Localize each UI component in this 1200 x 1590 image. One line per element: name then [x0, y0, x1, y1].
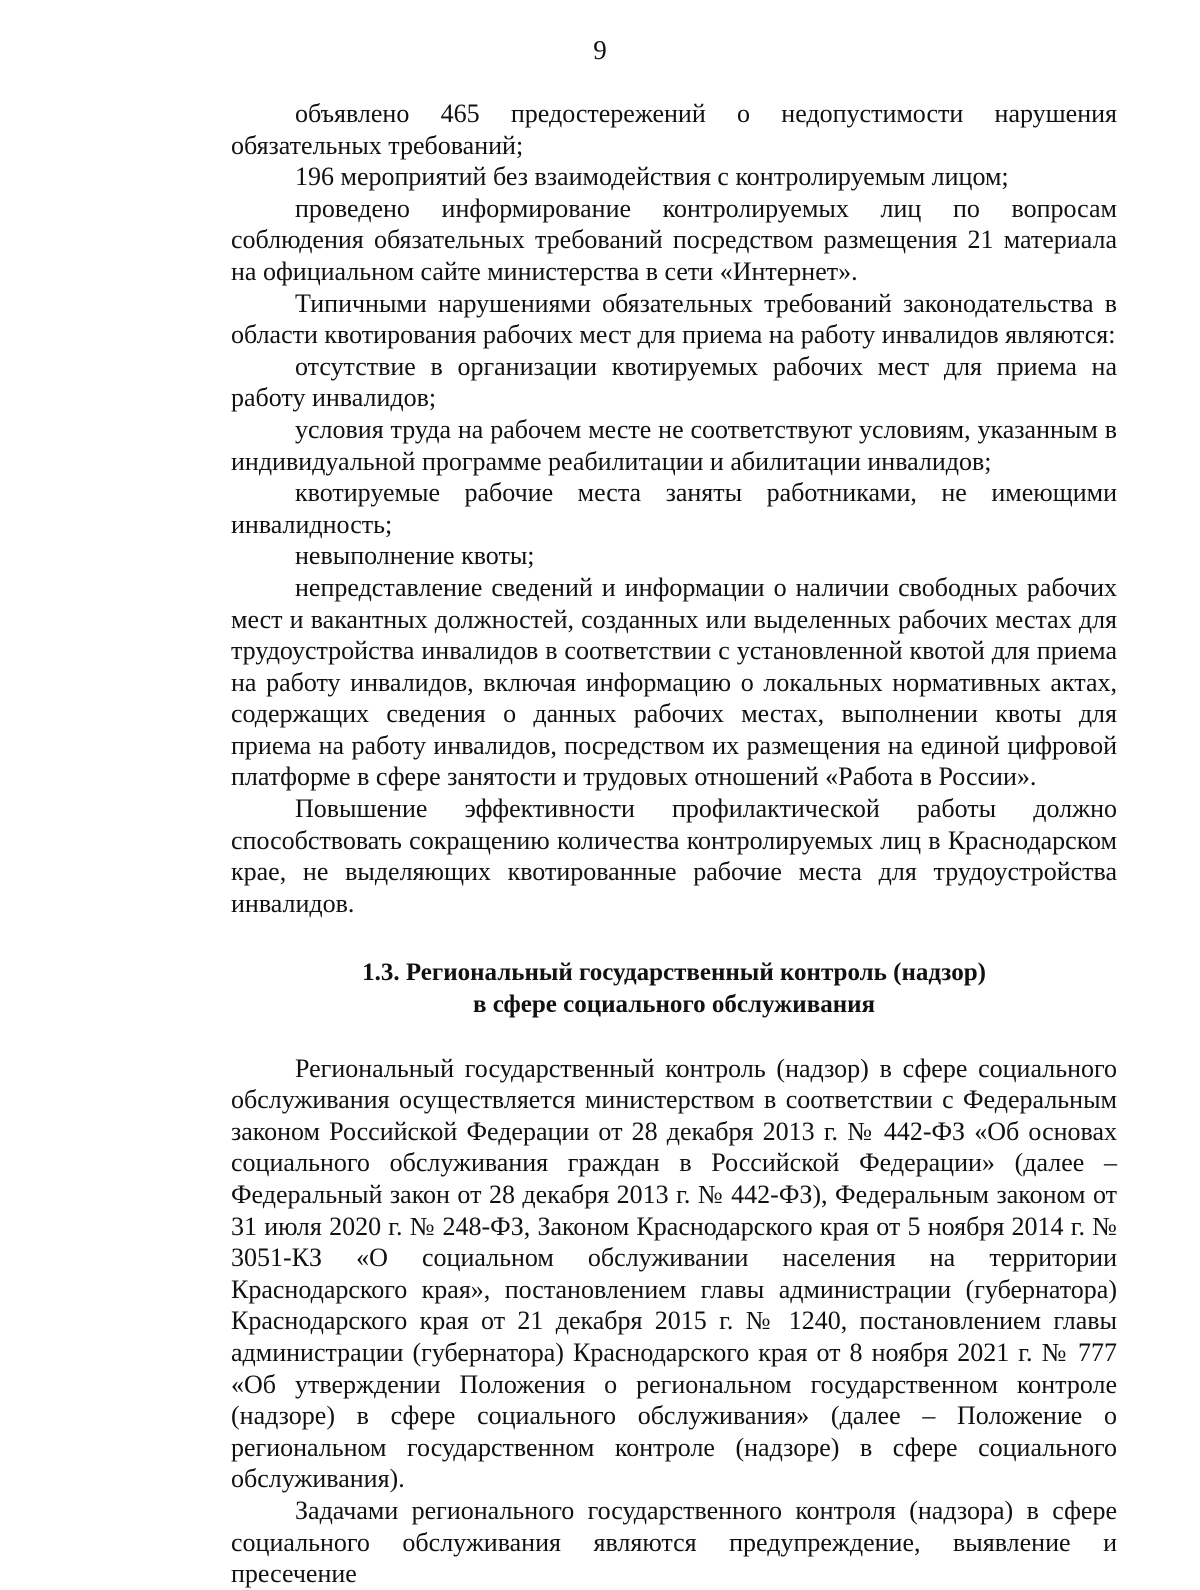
- paragraph-events-count: 196 мероприятий без взаимодействия с контролируемым лицом;: [295, 162, 1009, 192]
- paragraph-violation-working-conditions: условия труда на рабочем месте не соответствуют условиям, указанным в индивидуальной программе реабилитации и абилитации инвалидов;: [231, 414, 1117, 476]
- section-heading-line-2: в сфере социального обслуживания: [472, 991, 876, 1019]
- paragraph-violation-occupied-places: квотируемые рабочие места заняты работниками, не имеющими инвалидность;: [231, 478, 1117, 539]
- paragraph-violation-quota-not-met: невыполнение квоты;: [295, 541, 535, 571]
- paragraph-control-tasks: Задачами регионального государственного контроля (надзора) в сфере социального обслуживания являются предупреждение, выявление и пресечение: [231, 1495, 1117, 1589]
- paragraph-prevention-effectiveness: Повышение эффективности профилактической работы должно способствовать сокращению количества контролируемых лиц в Краснодарском крае, не выделяющих квотированные рабочие места для трудоустройства инвалидов.: [231, 794, 1117, 918]
- paragraph-warnings-count: объявлено 465 предостережений о недопустимости нарушения обязательных требований;: [231, 99, 1117, 160]
- page-number: 9: [593, 35, 607, 65]
- paragraph-control-legal-basis: Региональный государственный контроль (надзор) в сфере социального обслуживания осуществляется министерством в соответствии с Федеральным законом Российской Федерации от 28 декабря 2013 г. № 442-ФЗ «Об основах социального обслуживания граждан в Российской Федерации» (далее – Федеральный закон от 28 декабря 2013 г. № 442-ФЗ), Федеральным законом от 31 июля 2020 г. № 248-ФЗ, Законом Краснодарского края от 5 ноября 2014 г. № 3051-КЗ «О социальном обслуживании населения на территории Краснодарского края», постановлением главы администрации (губернатора) Краснодарского края от 21 декабря 2015 г. № 1240, постановлением главы администрации (губернатора) Краснодарского края от 8 ноября 2021 г. № 777 «Об утверждении Положения о региональном государственном контроле (надзоре) в сфере социального обслуживания» (далее – Положение о региональном государственном контроле (надзоре) в сфере социального обслуживания).: [231, 1053, 1117, 1494]
- paragraph-violation-no-quota-places: отсутствие в организации квотируемых рабочих мест для приема на работу инвалидов;: [231, 351, 1117, 413]
- paragraph-informing: проведено информирование контролируемых лиц по вопросам соблюдения обязательных требований посредством размещения 21 материала на официальном сайте министерства в сети «Интернет».: [231, 193, 1117, 286]
- section-heading-line-1: 1.3. Региональный государственный контроль (надзор): [362, 959, 986, 987]
- section-heading: [231, 957, 1117, 1020]
- document-body: [231, 98, 1117, 1590]
- paragraph-typical-violations-intro: Типичными нарушениями обязательных требований законодательства в области квотирования рабочих мест для приема на работу инвалидов являются:: [231, 288, 1117, 350]
- paragraph-violation-no-information: непредставление сведений и информации о наличии свободных рабочих мест и вакантных должностей, созданных или выделенных рабочих местах для трудоустройства инвалидов в соответствии с установленной квотой для приема на работу инвалидов, включая информацию о локальных нормативных актах, содержащих сведения о данных рабочих местах, выполнении квоты для приема на работу инвалидов, посредством их размещения на единой цифровой платформе в сфере занятости и трудовых отношений «Работа в России».: [231, 572, 1117, 792]
